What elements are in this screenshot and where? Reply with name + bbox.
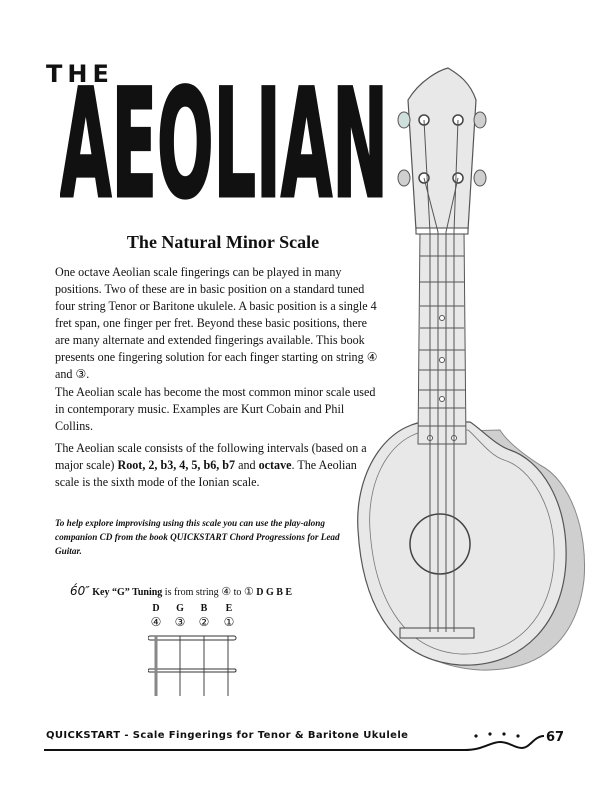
page-number: 67 — [546, 730, 565, 745]
dot — [474, 734, 477, 737]
octave-word: octave — [258, 458, 292, 472]
nut — [148, 636, 236, 640]
neck — [418, 230, 466, 444]
string-number-3: ③ — [75, 367, 87, 381]
tuning-label: Key “G” Tuning — [92, 587, 163, 598]
string-note-label: D — [152, 603, 160, 614]
fret-marker — [440, 358, 445, 363]
string-note-label: B — [200, 603, 208, 614]
dot — [516, 734, 519, 737]
string-number-label: ③ — [174, 615, 186, 629]
fret — [148, 669, 236, 672]
tuning-to-string: ① — [243, 585, 254, 598]
bridge — [400, 628, 474, 638]
page-title-text: AEOLIAN — [60, 78, 388, 208]
string-number-label: ④ — [150, 615, 162, 629]
tuner-button — [474, 170, 486, 186]
tuner-button — [474, 112, 486, 128]
string-note-label: G — [176, 603, 184, 614]
tuner-button — [398, 170, 410, 186]
ukulele-icon — [330, 60, 592, 700]
companion-cd-note: To help explore improvising using this scale you can use the play-along companion CD from the book QUICKSTART Chord Progressions for Lead Guitar. — [55, 518, 340, 556]
tuning-fork-icon: 6́0″ — [70, 584, 90, 598]
tuning-text: is from string — [164, 587, 219, 598]
sound-hole — [410, 514, 470, 574]
intervals-text-2: . The Aeolian scale is the sixth mode of the Ionian scale. — [55, 458, 357, 489]
intro-text: One octave Aeolian scale fingerings can be played in many positions. Two of these are in basic position on a standard tuned four string Tenor or Baritone ukulele. A basic position is a single 4 fret span, one finger per fret. Beyond these basic positions, there are many alternate and extended fingerings available. This book presents one fingering solution for each finger starting on string — [55, 265, 377, 364]
tuning-to: to — [233, 587, 242, 598]
string-number-label: ① — [223, 615, 235, 629]
intervals-text-1: The Aeolian scale consists of the following intervals (based on a major scale) — [55, 441, 367, 472]
dot — [502, 732, 505, 735]
tuning-line — [70, 584, 292, 598]
tuning-from-string: ④ — [221, 585, 232, 598]
string-number-4: ④ — [366, 350, 378, 364]
fret-marker — [440, 397, 445, 402]
and-word: and — [55, 367, 73, 381]
fret-marker — [440, 316, 445, 321]
page-subtitle: The Natural Minor Scale — [126, 232, 320, 252]
usage-paragraph: The Aeolian scale has become the most common minor scale used in contemporary music. Examples are Kurt Cobain and Phil Collins. — [55, 385, 376, 433]
footer-book-title: QUICKSTART - Scale Fingerings for Tenor & Baritone Ukulele — [46, 730, 409, 741]
string-number-label: ② — [198, 615, 210, 629]
tuner-button — [398, 112, 410, 128]
string-note-label: E — [225, 603, 233, 614]
intervals-and: and — [238, 458, 256, 472]
sentence-end: . — [86, 367, 90, 381]
nut — [416, 228, 468, 234]
title-prefix: THE — [46, 60, 114, 88]
fretboard-diagram — [148, 632, 240, 698]
headstock — [408, 68, 476, 230]
intervals-list: Root, 2, b3, 4, 5, b6, b7 — [117, 458, 236, 472]
tuning-notes: D G B E — [256, 587, 293, 598]
dot — [488, 732, 491, 735]
